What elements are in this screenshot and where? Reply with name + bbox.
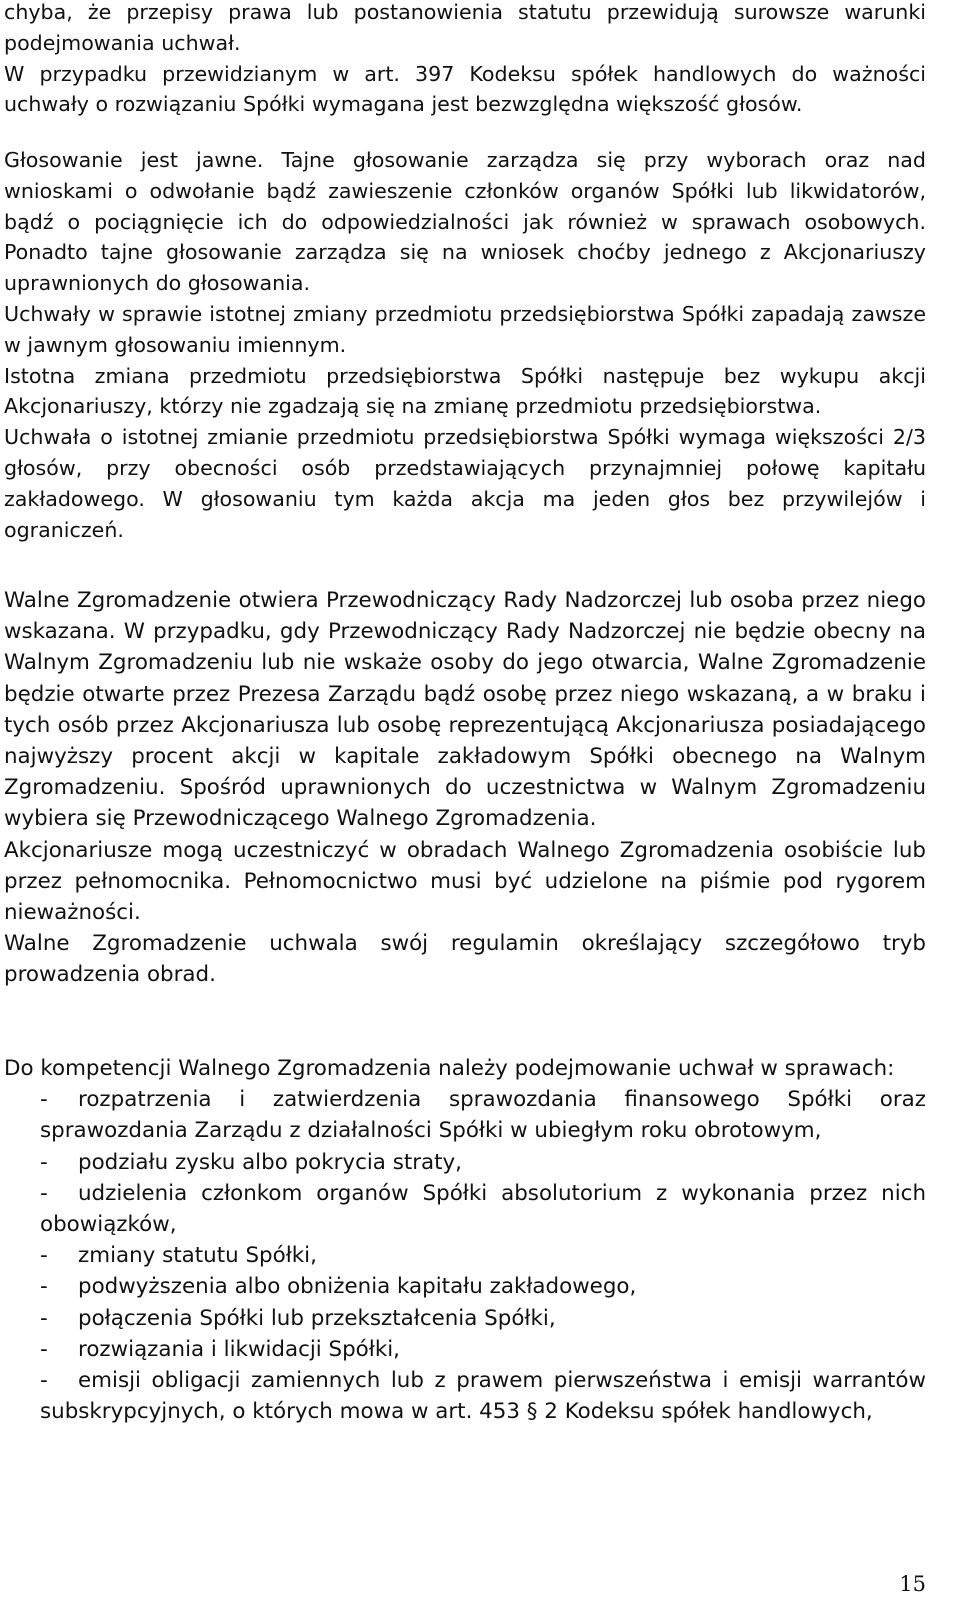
list-item-text: emisji obligacji zamiennych lub z prawem pierwszeństwa i emisji warrantów subskrypcyjnych, o których mowa w art. 453 § 2 Kodeksu spółek handlowych, (40, 1368, 926, 1425)
list-item-text: podziału zysku albo pokrycia straty, (78, 1149, 462, 1175)
list-item (40, 1147, 926, 1178)
paragraph: Uchwała o istotnej zmianie przedmiotu przedsiębiorstwa Spółki wymaga większości 2/3 głosów, przy obecności osób przedstawiających przynajmniej połowę kapitału zakładowego. W głosowaniu tym każda akcja ma jeden głos bez przywilejów i ograniczeń. (4, 425, 926, 542)
list-item-text: podwyższenia albo obniżenia kapitału zakładowego, (78, 1274, 637, 1300)
dash-marker: - (40, 1368, 48, 1394)
dash-marker: - (40, 1243, 48, 1269)
paragraph: W przypadku przewidzianym w art. 397 Kodeksu spółek handlowych do ważności uchwały o rozwiązaniu Spółki wymagana jest bezwzględna większość głosów. (4, 61, 926, 117)
list-item (40, 1365, 926, 1427)
competences-intro: Do kompetencji Walnego Zgromadzenia należy podejmowanie uchwał w sprawach: (4, 1056, 895, 1081)
paragraph: Walne Zgromadzenie otwiera Przewodniczący Rady Nadzorczej lub osoba przez niego wskazana. W przypadku, gdy Przewodniczący Rady Nadzorczej nie będzie obecny na Walnym Zgromadzeniu lub nie wskaże osoby do jego otwarcia, Walne Zgromadzenie będzie otwarte przez Prezesa Zarządu bądź osobę przez niego wskazaną, a w braku i tych osób przez Akcjonariusza lub osobę reprezentującą Akcjonariusza posiadającego najwyższy procent akcji w kapitale zakładowym Spółki obecnego na Walnym Zgromadzeniu. Spośród uprawnionych do uczestnictwa w Walnym Zgromadzeniu wybiera się Przewodniczącego Walnego Zgromadzenia. (4, 588, 926, 832)
page-number: 15 (899, 1572, 926, 1596)
list-item-text: rozpatrzenia i zatwierdzenia sprawozdania finansowego Spółki oraz sprawozdania Zarządu z działalności Spółki w ubiegłym roku obrotowym, (40, 1087, 926, 1144)
list-item (40, 1334, 926, 1365)
dash-marker: - (40, 1274, 48, 1300)
dash-marker: - (40, 1336, 48, 1362)
paragraph: Istotna zmiana przedmiotu przedsiębiorstwa Spółki następuje bez wykupu akcji Akcjonariuszy, którzy nie zgadzają się na zmianę przedmiotu przedsiębiorstwa. (4, 363, 926, 419)
dash-marker: - (40, 1149, 48, 1175)
list-item (40, 1240, 926, 1271)
dash-marker: - (40, 1087, 48, 1113)
list-item (40, 1271, 926, 1302)
paragraph: Walne Zgromadzenie uchwala swój regulamin określający szczegółowo tryb prowadzenia obrad. (4, 931, 926, 988)
paragraph: Akcjonariusze mogą uczestniczyć w obradach Walnego Zgromadzenia osobiście lub przez pełnomocnika. Pełnomocnictwo musi być udzielone na piśmie pod rygorem nieważności. (4, 837, 926, 926)
list-item-text: zmiany statutu Spółki, (78, 1243, 317, 1269)
list-item (40, 1178, 926, 1240)
paragraph: Uchwały w sprawie istotnej zmiany przedmiotu przedsiębiorstwa Spółki zapadają zawsze w jawnym głosowaniu imiennym. (4, 301, 926, 357)
competences-list (4, 1084, 926, 1427)
list-item-text: połączenia Spółki lub przekształcenia Spółki, (78, 1305, 556, 1331)
top-paragraphs (4, 0, 926, 120)
dash-marker: - (40, 1305, 48, 1331)
voting-section (4, 145, 926, 545)
paragraph: chyba, że przepisy prawa lub postanowienia statutu przewidują surowsze warunki podejmowania uchwał. (4, 0, 926, 55)
list-item-text: rozwiązania i likwidacji Spółki, (78, 1336, 400, 1362)
list-item (40, 1303, 926, 1334)
meeting-section (4, 585, 926, 991)
competences-section (4, 1053, 926, 1427)
dash-marker: - (40, 1180, 48, 1206)
paragraph: Głosowanie jest jawne. Tajne głosowanie zarządza się przy wyborach oraz nad wnioskami o odwołanie bądź zawieszenie członków organów Spółki lub likwidatorów, bądź o pociągnięcie ich do odpowiedzialności jak również w sprawach osobowych. Ponadto tajne głosowanie zarządza się na wniosek choćby jednego z Akcjonariuszy uprawnionych do głosowania. (4, 148, 926, 296)
list-item (40, 1084, 926, 1146)
list-item-text: udzielenia członkom organów Spółki absolutorium z wykonania przez nich obowiązków, (40, 1180, 926, 1238)
